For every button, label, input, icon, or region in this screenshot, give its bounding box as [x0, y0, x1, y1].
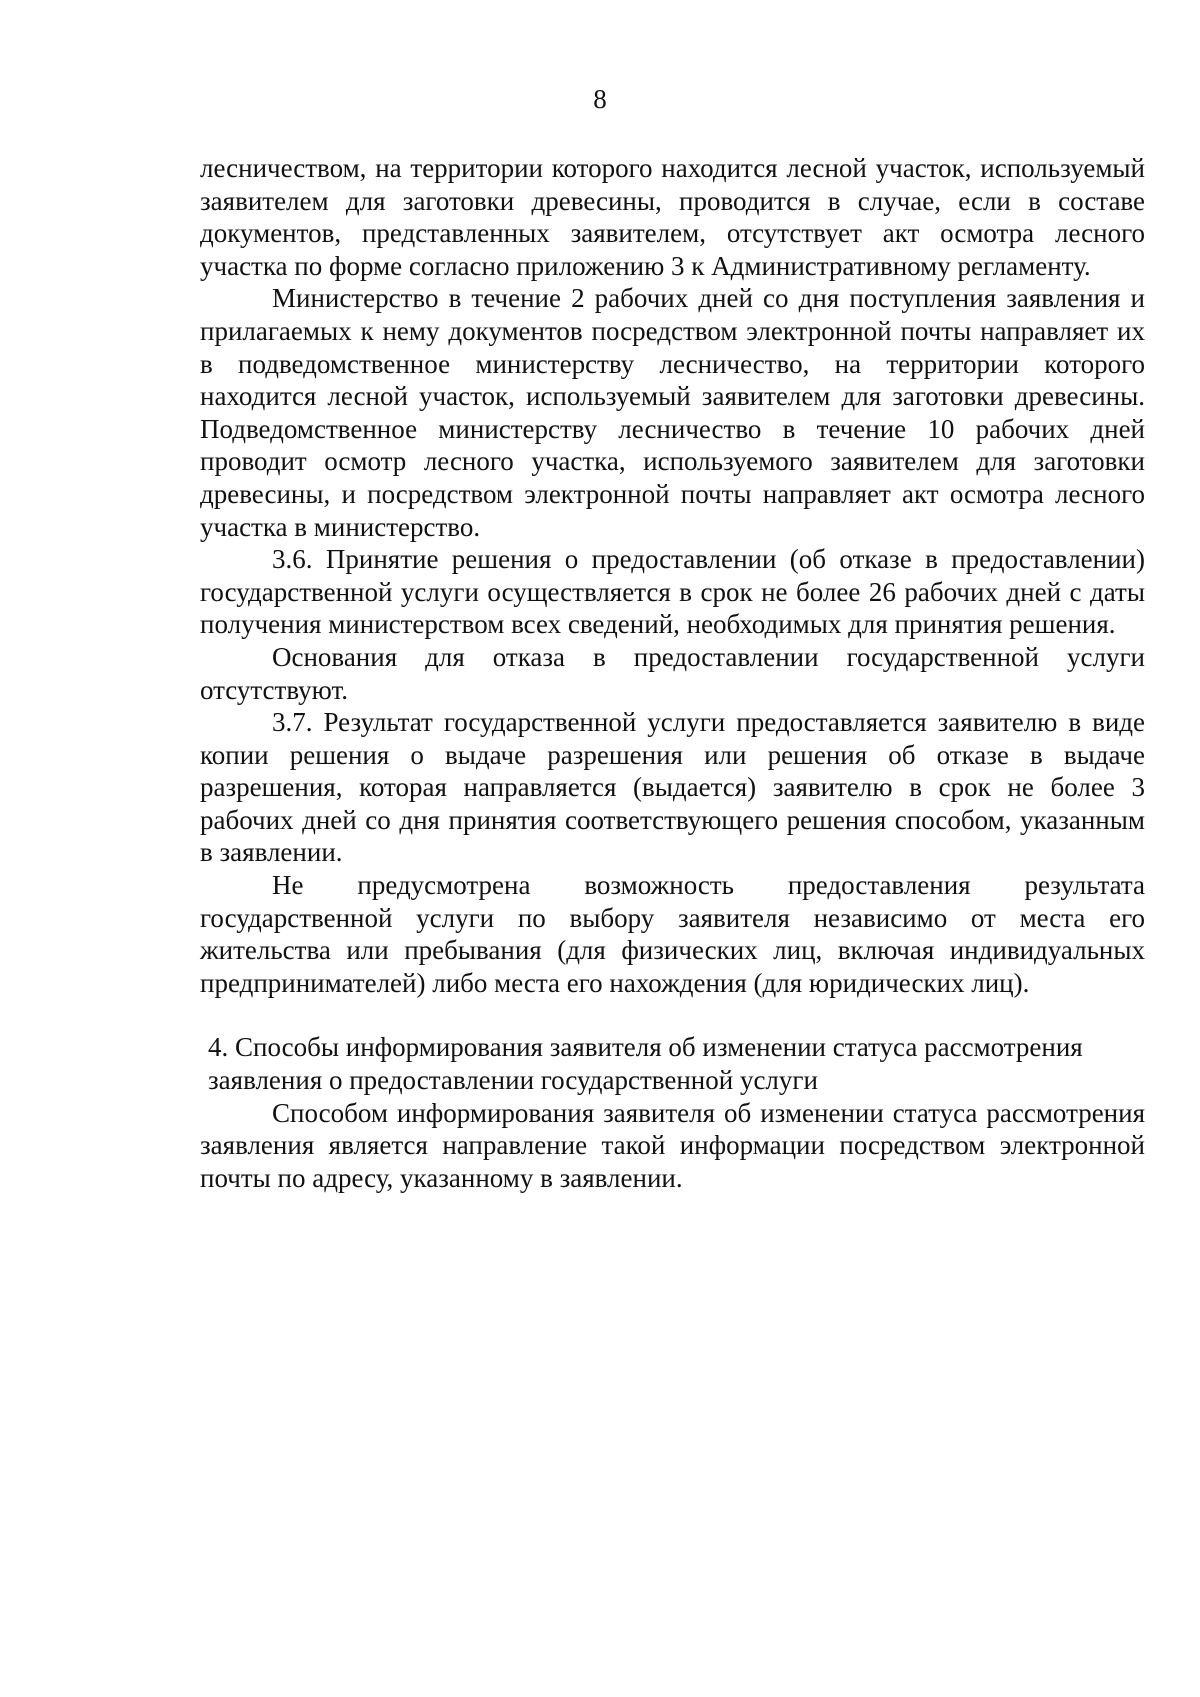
- section-heading-line-2: заявления о предоставлении государственной услуги: [208, 1065, 818, 1096]
- paragraph-refusal-grounds: Основания для отказа в предоставлении государственной услуги отсутствуют.: [200, 641, 1145, 705]
- page-number: 8: [593, 84, 607, 114]
- section-heading-line-1: 4. Способы информирования заявителя об изменении статуса рассмотрения: [208, 1032, 1083, 1063]
- document-body: [200, 152, 1145, 1194]
- paragraph-informing-method: Способом информирования заявителя об изменении статуса рассмотрения заявления является направление такой информации посредством электронной почты по адресу, указанному в заявлении.: [200, 1097, 1145, 1193]
- section-heading: [200, 1031, 1145, 1096]
- paragraph-ministry-procedure: Министерство в течение 2 рабочих дней со дня поступления заявления и прилагаемых к нему документов посредством электронной почты направляет их в подведомственное министерству лесничество, на территории которого находится лесной участок, используемый заявителем для заготовки древесины. Подведомственное министерству лесничество в течение 10 рабочих дней проводит осмотр лесного участка, используемого заявителем для заготовки древесины, и посредством электронной почты направляет акт осмотра лесного участка в министерство.: [200, 283, 1145, 542]
- paragraph-3-7: 3.7. Результат государственной услуги предоставляется заявителю в виде копии решения о выдаче разрешения или решения об отказе в выдаче разрешения, которая направляется (выдается) заявителю в срок не более 3 рабочих дней со дня принятия соответствующего решения способом, указанным в заявлении.: [200, 707, 1145, 868]
- paragraph-continuation: лесничеством, на территории которого находится лесной участок, используемый заявителем для заготовки древесины, проводится в случае, если в составе документов, представленных заявителем, отсутствует акт осмотра лесного участка по форме согласно приложению 3 к Административному регламенту.: [200, 153, 1145, 281]
- paragraph-no-extraterritorial: Не предусмотрена возможность предоставления результата государственной услуги по выбору заявителя независимо от места его жительства или пребывания (для физических лиц, включая индивидуальных предпринимателей) либо места его нахождения (для юридических лиц).: [200, 870, 1145, 998]
- paragraph-3-6: 3.6. Принятие решения о предоставлении (об отказе в предоставлении) государственной услуги осуществляется в срок не более 26 рабочих дней с даты получения министерством всех сведений, необходимых для принятия решения.: [200, 544, 1145, 640]
